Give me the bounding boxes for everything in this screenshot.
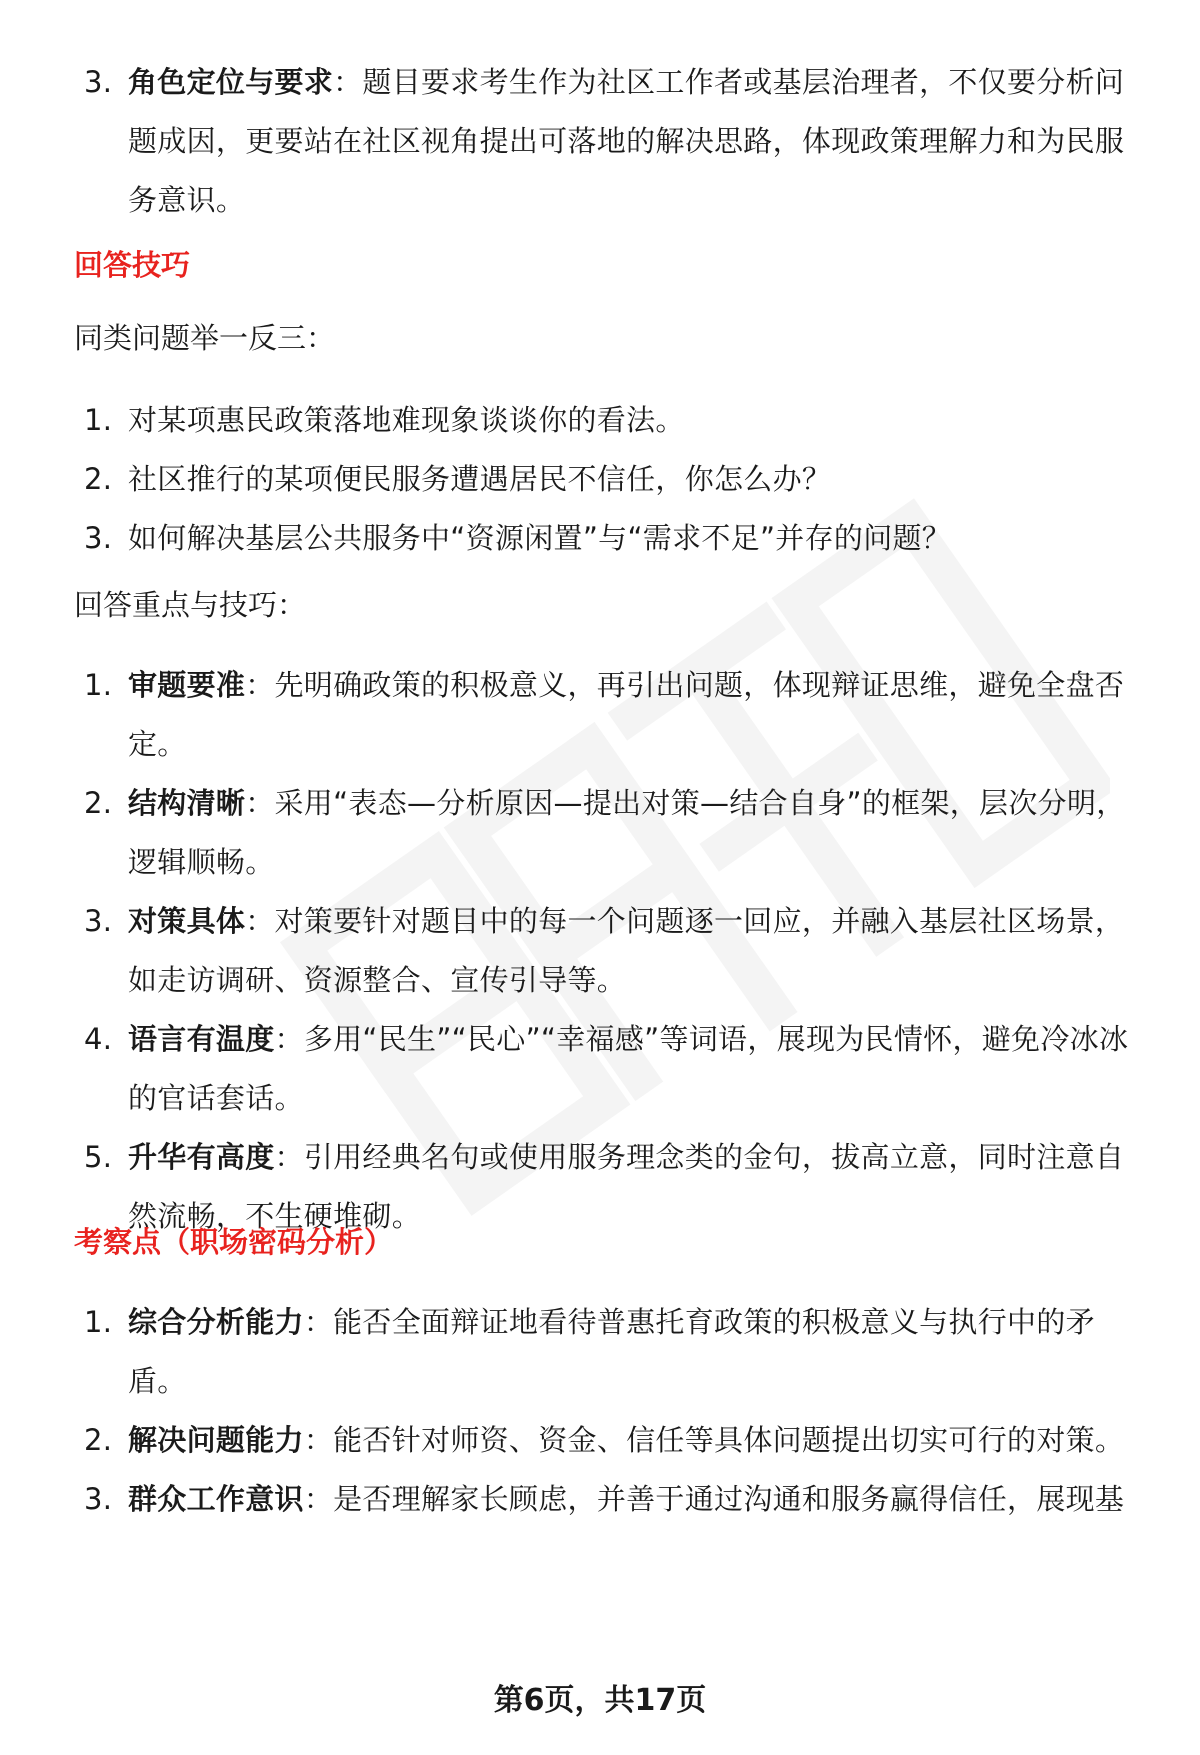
item-bold-label: 解决问题能力 [128,1423,304,1457]
item-number: 3. [84,904,113,938]
list-item [0,1010,1200,1128]
item-bold-label: 语言有温度 [128,1022,275,1056]
list-item [0,509,1200,568]
list-item [0,892,1200,1010]
item-text: ：对策要针对题目中的每一个问题逐一回应，并融入基层社区场景，如走访调研、资源整合、宣传引导等。 [128,904,1125,997]
item-text: ：采用“表态—分析原因—提出对策—结合自身”的框架，层次分明，逻辑顺畅。 [128,786,1126,879]
item-text: ：能否针对师资、资金、信任等具体问题提出切实可行的对策。 [303,1423,1125,1457]
item-text: ：是否理解家长顾虑，并善于通过沟通和服务赢得信任，展现基 [303,1482,1125,1516]
item-number: 1. [84,668,113,702]
item-bold-label: 角色定位与要求 [128,65,334,99]
item-number: 3. [84,65,113,99]
item-text: ：题目要求考生作为社区工作者或基层治理者，不仅要分析问题成因，更要站在社区视角提出可落地的解决思路，体现政策理解力和为民服务意识。 [128,65,1125,217]
item-text: ：先明确政策的积极意义，再引出问题，体现辩证思维，避免全盘否定。 [128,668,1125,761]
similar-questions-title: 同类问题举一反三： [74,321,336,355]
item-number: 1. [84,1305,113,1339]
list-item [0,656,1200,774]
tips-list [0,656,1200,1246]
item-text: ：引用经典名句或使用服务理念类的金句，拔高立意，同时注意自然流畅，不生硬堆砌。 [128,1140,1125,1233]
item-text: 对某项惠民政策落地难现象谈谈你的看法。 [128,403,685,437]
list-item [0,1411,1200,1470]
item-number: 4. [84,1022,113,1056]
item-bold-label: 群众工作意识 [128,1482,304,1516]
section-heading-answer-tips: 回答技巧 [74,248,191,282]
intro-list [0,53,1200,230]
similar-questions-list [0,391,1200,568]
item-text: 如何解决基层公共服务中“资源闲置”与“需求不足”并存的问题？ [128,521,952,555]
item-text: 社区推行的某项便民服务遭遇居民不信任，你怎么办？ [128,462,832,496]
item-number: 3. [84,521,113,555]
assessment-points-list [0,1293,1200,1529]
item-bold-label: 审题要准 [128,668,246,702]
item-number: 3. [84,1482,113,1516]
list-item [0,1470,1200,1529]
item-number: 2. [84,462,113,496]
list-item [0,391,1200,450]
item-text: ：多用“民生”“民心”“幸福感”等词语，展现为民情怀，避免冷冰冰的官话套话。 [128,1022,1129,1115]
page-number-footer: 第6页，共17页 [493,1683,707,1718]
section-heading-assessment-points: 考察点（职场密码分析） [74,1225,394,1259]
tips-title: 回答重点与技巧： [74,588,307,622]
item-number: 5. [84,1140,113,1174]
item-bold-label: 结构清晰 [128,786,246,820]
item-number: 1. [84,403,113,437]
item-bold-label: 升华有高度 [128,1140,275,1174]
item-bold-label: 综合分析能力 [128,1305,304,1339]
list-item [0,450,1200,509]
item-bold-label: 对策具体 [128,904,246,938]
list-item [0,774,1200,892]
list-item [0,1293,1200,1411]
item-number: 2. [84,786,113,820]
list-item [0,53,1200,230]
item-text: ：能否全面辩证地看待普惠托育政策的积极意义与执行中的矛盾。 [128,1305,1095,1398]
item-number: 2. [84,1423,113,1457]
